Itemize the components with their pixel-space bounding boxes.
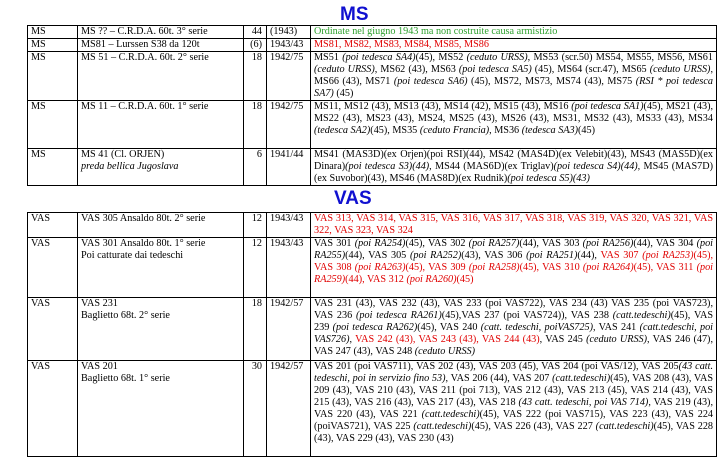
- type-cell: MS: [28, 52, 78, 101]
- table-row: [28, 39, 717, 52]
- boat-text-segment: (poi tedesca SA4): [342, 52, 416, 63]
- boat-text-segment: (ceduto URSS): [466, 52, 528, 63]
- ms-table-body: [28, 26, 717, 186]
- boats-cell: [311, 213, 717, 238]
- boats-cell: [311, 238, 717, 298]
- boat-text-segment: (poi RA256): [582, 238, 634, 249]
- boat-text-segment: , VAS 245: [539, 334, 587, 345]
- boats-cell: [311, 101, 717, 149]
- boat-text-segment: (poi tedesca RA261): [356, 310, 442, 321]
- model-subtitle: preda bellica Jugoslava: [81, 161, 179, 172]
- boat-text-segment: (45),VAS 237 (poi VAS724)), VAS 238: [441, 310, 613, 321]
- boat-text-segment: (45), VAS 222 (poi VAS715), VAS 223 (43), VAS 224 (poiVAS721), VAS 225: [314, 409, 714, 432]
- count-cell: 6: [244, 149, 267, 186]
- boat-text-segment: (poi RA255): [314, 238, 713, 261]
- model-subtitle: Baglietto 68t. 1° serie: [81, 373, 170, 384]
- model-title: VAS 301 Ansaldo 80t. 1° serie: [81, 238, 206, 249]
- count-cell: 44: [244, 26, 267, 39]
- boat-text-segment: , VAS 241: [592, 322, 640, 333]
- years-cell: (1943): [267, 26, 311, 39]
- count-cell: 18: [244, 298, 267, 361]
- boat-text-segment: (poi tedesca RA262): [332, 322, 418, 333]
- count-cell: 12: [244, 238, 267, 298]
- boat-text-segment: (poi RA257): [468, 238, 520, 249]
- boat-text-segment: (poi tedesca S3)(44),: [345, 161, 432, 172]
- boat-text-segment: (poi tedesca SA6): [393, 76, 468, 87]
- boat-text-segment: (poi RA263): [354, 262, 406, 273]
- model-cell: [78, 26, 244, 39]
- boat-text-segment: (45), VAS 302: [405, 238, 469, 249]
- boat-text-segment: (45),: [519, 262, 543, 273]
- boat-text-segment: (catt.tedeschi): [595, 421, 654, 432]
- boat-text-segment: (ceduto URSS): [586, 334, 648, 345]
- table-row: [28, 361, 717, 457]
- type-cell: VAS: [28, 213, 78, 238]
- model-title: MS ?? – C.R.D.A. 60t. 3° serie: [81, 26, 208, 37]
- vas-table: [27, 212, 717, 457]
- boat-text-segment: (44), VAS 303: [519, 238, 583, 249]
- boats-cell: [311, 149, 717, 186]
- years-cell: 1942/75: [267, 52, 311, 101]
- years-cell: 1942/75: [267, 101, 311, 149]
- boat-text-segment: (poi RA254): [354, 238, 406, 249]
- model-cell: [78, 238, 244, 298]
- boat-text-segment: (poi RA251): [526, 250, 578, 261]
- boats-cell: [311, 26, 717, 39]
- boats-cell: [311, 361, 717, 457]
- model-cell: [78, 298, 244, 361]
- boat-text-segment: VAS 308: [314, 262, 355, 273]
- years-cell: 1942/57: [267, 298, 311, 361]
- type-cell: MS: [28, 26, 78, 39]
- boat-text-segment: (catt.tedeschi): [612, 310, 671, 321]
- boat-text-segment: (45), MS52: [415, 52, 467, 63]
- years-cell: 1942/57: [267, 361, 311, 457]
- boat-text-segment: (44), VAS 305: [345, 250, 410, 261]
- type-cell: VAS: [28, 298, 78, 361]
- boat-text-segment: (45): [333, 88, 354, 99]
- boat-text-segment: (poi tedesca S4)(44),: [553, 161, 641, 172]
- model-title: MS81 – Lurssen S38 da 120t: [81, 39, 200, 50]
- boat-text-segment: (tedesca SA2): [314, 125, 371, 136]
- boats-cell: [311, 39, 717, 52]
- years-cell: 1943/43: [267, 238, 311, 298]
- boat-text-segment: VAS 201 (poi VAS711), VAS 202 (43), VAS 203 (45), VAS 204 (poi VAS/12), VAS 205: [314, 361, 679, 372]
- boat-text-segment: (44), VAS 304: [633, 238, 697, 249]
- type-cell: MS: [28, 149, 78, 186]
- boat-text-segment: VAS 307: [600, 250, 643, 261]
- model-subtitle: Poi catturate dai tedeschi: [81, 250, 184, 261]
- boat-text-segment: ,: [349, 334, 356, 345]
- boat-text-segment: (45), MS21 (43), MS22 (43), MS23 (43), MS24, MS25 (43), MS26 (43), MS31, MS32 (43), MS33 (43), MS34: [314, 101, 714, 124]
- ms-heading: MS: [340, 4, 369, 25]
- boat-text-segment: , MS36: [489, 125, 522, 136]
- model-cell: [78, 101, 244, 149]
- years-cell: 1943/43: [267, 213, 311, 238]
- boat-text-segment: Ordinate nel giugno 1943 ma non costruite causa armistizio: [314, 26, 558, 37]
- boat-text-segment: (poi RA253): [642, 250, 694, 261]
- model-cell: [78, 39, 244, 52]
- boat-text-segment: (45),: [693, 250, 714, 261]
- boat-text-segment: (ceduto URSS): [414, 346, 476, 357]
- count-cell: 18: [244, 101, 267, 149]
- boat-text-segment: (ceduto Francia): [419, 125, 490, 136]
- boat-text-segment: (45), VAS 208 (43), VAS 209 (43), VAS 210 (43), VAS 211 (poi 713), VAS 212 (43), VAS 213 (45), VAS 214 (43), VAS 215 (43), VAS 216 (43), VAS 217 (43), VAS 218: [314, 373, 713, 408]
- boat-text-segment: (catt.tedeschi): [421, 409, 480, 420]
- boat-text-segment: (catt.tedeschi, poi VAS726): [314, 322, 714, 345]
- boat-text-segment: (poi tedesca SA1): [571, 101, 644, 112]
- type-cell: VAS: [28, 238, 78, 298]
- boat-text-segment: (45), VAS 240: [417, 322, 481, 333]
- boat-text-segment: MS44 (MAS6D)(ex Triglav): [431, 161, 554, 172]
- table-row: [28, 26, 717, 39]
- table-row: [28, 238, 717, 298]
- count-cell: 12: [244, 213, 267, 238]
- boat-text-segment: , MS62 (43), MS63: [374, 64, 459, 75]
- years-cell: 1943/43: [267, 39, 311, 52]
- boat-text-segment: (45), MS64 (scr.47), MS65: [531, 64, 650, 75]
- table-row: [28, 149, 717, 186]
- boat-text-segment: (poi RA264): [582, 262, 634, 273]
- boat-text-segment: (43 catt. tedeschi, poi in servizio fino 53): [314, 361, 713, 384]
- count-cell: 18: [244, 52, 267, 101]
- boat-text-segment: VAS 301: [314, 238, 355, 249]
- boat-text-segment: , MS53 (scr.50) MS54, MS55, MS56, MS61: [527, 52, 713, 63]
- boat-text-segment: (RSI * poi tedesca SA7): [314, 76, 714, 99]
- boat-text-segment: VAS 242 (43), VAS 243 (43), VAS 244 (43): [355, 334, 540, 345]
- model-cell: [78, 213, 244, 238]
- type-cell: MS: [28, 101, 78, 149]
- boat-text-segment: (44), VAS 312: [345, 274, 407, 285]
- model-title: VAS 231: [81, 298, 118, 309]
- boat-text-segment: MS51: [314, 52, 343, 63]
- boat-text-segment: (45), MS35: [370, 125, 420, 136]
- type-cell: MS: [28, 39, 78, 52]
- boat-text-segment: VAS 309: [428, 262, 469, 273]
- boat-text-segment: MS45 (MAS7D)(ex Suvobor)(43), MS46 (MAS8D)(ex Rudnik): [314, 161, 714, 184]
- model-cell: [78, 149, 244, 186]
- boat-text-segment: (45), VAS 226 (43), VAS 227: [471, 421, 596, 432]
- table-row: [28, 52, 717, 101]
- boat-text-segment: (catt.tedeschi): [413, 421, 472, 432]
- boat-text-segment: (poi tedesca SA5): [458, 64, 532, 75]
- boat-text-segment: (45): [578, 125, 595, 136]
- table-row: [28, 298, 717, 361]
- count-cell: (6): [244, 39, 267, 52]
- model-title: MS 41 (Cl. ORJEN): [81, 149, 165, 160]
- model-subtitle: Baglietto 68t. 2° serie: [81, 310, 170, 321]
- boat-text-segment: (44),: [577, 250, 601, 261]
- boat-text-segment: (43 catt. tedeschi, poi VAS 714): [518, 397, 649, 408]
- count-cell: 30: [244, 361, 267, 457]
- table-row: [28, 101, 717, 149]
- boat-text-segment: VAS 310: [542, 262, 583, 273]
- boat-text-segment: MS81, MS82, MS83, MS84, MS85, MS86: [314, 39, 489, 50]
- boat-text-segment: (45), MS72, MS73, MS74 (43), MS75: [467, 76, 636, 87]
- vas-heading: VAS: [334, 188, 372, 209]
- boat-text-segment: (ceduto URSS): [649, 64, 711, 75]
- boat-text-segment: , VAS 219 (43), VAS 220 (43), VAS 221: [314, 397, 713, 420]
- boat-text-segment: (43), VAS 306: [461, 250, 527, 261]
- ms-table: [27, 25, 717, 186]
- model-title: VAS 201: [81, 361, 118, 372]
- boats-cell: [311, 298, 717, 361]
- boat-text-segment: VAS 231 (43), VAS 232 (43), VAS 233 (poi VAS722), VAS 234 (43) VAS 235 (poi VAS723), VAS 236: [314, 298, 713, 321]
- boat-text-segment: (poi RA260): [406, 274, 457, 285]
- boats-cell: [311, 52, 717, 101]
- boat-text-segment: , VAS 246 (47), VAS 247 (43), VAS 248: [314, 334, 713, 357]
- boat-text-segment: (poi RA258): [468, 262, 520, 273]
- boat-text-segment: (45): [456, 274, 474, 285]
- boat-text-segment: (poi tedesca S5)(43): [507, 173, 590, 184]
- boat-text-segment: (45), VAS 311: [633, 262, 697, 273]
- boat-text-segment: (45),: [405, 262, 429, 273]
- boat-text-segment: (ceduto URSS): [314, 64, 375, 75]
- boat-text-segment: (catt.tedeschi): [552, 373, 611, 384]
- model-title: VAS 305 Ansaldo 80t. 2° serie: [81, 213, 206, 224]
- boat-text-segment: VAS 313, VAS 314, VAS 315, VAS 316, VAS 317, VAS 318, VAS 319, VAS 320, VAS 321, VAS 322, VAS 323, VAS 324: [314, 213, 713, 236]
- boat-text-segment: (catt. tedeschi, poiVAS725): [480, 322, 593, 333]
- vas-table-body: [28, 213, 717, 457]
- type-cell: VAS: [28, 361, 78, 457]
- boat-text-segment: MS11, MS12 (43), MS13 (43), MS14 (42), MS15 (43), MS16: [314, 101, 572, 112]
- boat-text-segment: (45), VAS 239: [314, 310, 714, 333]
- boat-text-segment: (tedesca SA3): [521, 125, 578, 136]
- model-cell: [78, 361, 244, 457]
- boat-text-segment: (poi RA259): [314, 262, 713, 285]
- boat-text-segment: (poi RA252): [409, 250, 462, 261]
- table-row: [28, 213, 717, 238]
- boat-text-segment: (45), VAS 228 (43), VAS 229 (43), VAS 230 (43): [314, 421, 714, 444]
- boat-text-segment: MS41 (MAS3D)(ex Orjen)(poi RSI)(44), MS42 (MAS4D)(ex Velebit)(43), MS43 (MAS5D)(ex Dinara): [314, 149, 713, 172]
- years-cell: 1941/44: [267, 149, 311, 186]
- model-title: MS 11 – C.R.D.A. 60t. 1° serie: [81, 101, 209, 112]
- boat-text-segment: , MS66 (43), MS71: [314, 64, 713, 87]
- model-cell: [78, 52, 244, 101]
- boat-text-segment: , VAS 206 (44), VAS 207: [445, 373, 553, 384]
- model-title: MS 51 – C.R.D.A. 60t. 2° serie: [81, 52, 209, 63]
